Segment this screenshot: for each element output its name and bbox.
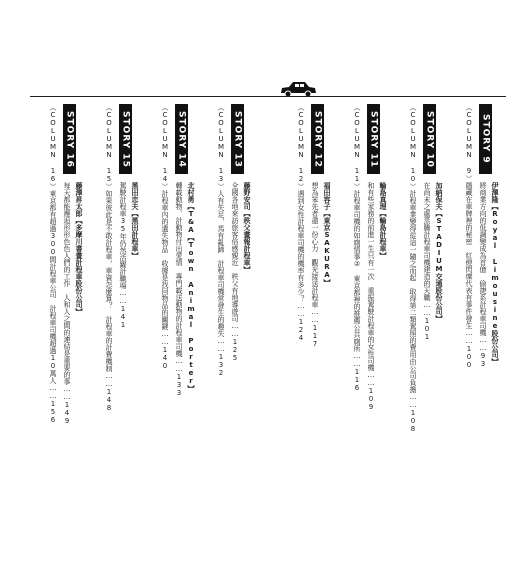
storyteller-name: 藤野安司【秩父畫報計程車】 bbox=[243, 182, 251, 273]
chapter-title: 駕駛計程車35年仍然活躍計職場……141 bbox=[119, 182, 127, 329]
contents-column-story-13 bbox=[217, 104, 254, 484]
column-entry: （COLUMN 16）東京都有超過300間計程車公司 計程車司機超過10萬人……156 bbox=[49, 104, 57, 424]
storyteller-name: 加納保夫【STADIUM交通股份公司】 bbox=[435, 182, 443, 322]
contents-column-story-16 bbox=[49, 104, 86, 484]
column-entry: （COLUMN 15）如果彼此是不敢計程車，車資怎麼算？ 計程車的計費機制……148 bbox=[105, 104, 113, 412]
contents-column-story-14 bbox=[161, 104, 198, 484]
storyteller-name: 福田容子【東京SAKURA】 bbox=[323, 182, 331, 286]
column-entry: （COLUMN 12）遇到女性計程車司機的機率有多少？……124 bbox=[297, 104, 305, 342]
column-entry: （COLUMN 13）人有失足，馬有亂蹄 計程車司機常發生的趣失……132 bbox=[217, 104, 225, 377]
contents-column-story-11 bbox=[353, 104, 390, 484]
contents-column-story-12 bbox=[297, 104, 334, 484]
chapter-title: 想為笨先者盡一份心力 觀光接送計程車……117 bbox=[311, 182, 319, 348]
story-badge: STORY 15 bbox=[119, 104, 132, 174]
story-badge: STORY 12 bbox=[311, 104, 324, 174]
story-badge: STORY 16 bbox=[63, 104, 76, 174]
story-badge: STORY 11 bbox=[367, 104, 380, 174]
column-entry: （COLUMN 9）隱藏在車牌裡的秘密 紅燈閃爍代表有事件發生……100 bbox=[465, 104, 473, 369]
story-badge: STORY 10 bbox=[423, 104, 436, 174]
story-badge: STORY 14 bbox=[175, 104, 188, 174]
storyteller-name: 北村勇【T&A【Town Animal Porter】 bbox=[187, 182, 195, 392]
column-entry: （COLUMN 10）計程車業變得從這一隨之而起 取得第二類駕照的費用由公司負擔……108 bbox=[409, 104, 417, 433]
header-rule bbox=[30, 96, 506, 97]
chapter-title: 每天都能邂逅形形色色人們的工作 人和人之間的連結是重要的事……149 bbox=[63, 182, 71, 425]
storyteller-name: 黑田忠夫【黑田計程車】 bbox=[131, 182, 139, 259]
story-badge: STORY 9 bbox=[479, 104, 492, 174]
contents-column-story-15 bbox=[105, 104, 142, 484]
chapter-title: 將商業方向的低調變成為首億 偷捷系計程車司機……93 bbox=[479, 182, 487, 368]
contents-column-story-10 bbox=[409, 104, 446, 484]
storyteller-name: 藤澤昇太郎【多摩川書畫計程車股份公司】 bbox=[75, 182, 83, 315]
chapter-title: 全國各地來訪旅客倍感親近 秩父有地導遊司……125 bbox=[231, 182, 239, 362]
storyteller-name: 輪島真理【輪島計程車】 bbox=[379, 182, 387, 259]
column-entry: （COLUMN 14）計程車內的遺失物品 收據是找回物品的關鍵……140 bbox=[161, 104, 169, 370]
chapter-title: 在尚未之處蒸騰計程車司機建造的天職……101 bbox=[423, 182, 431, 341]
column-entry: （COLUMN 11）計程車司機的如廁情事② 東京都裡的推薦公共廁所……116 bbox=[353, 104, 361, 392]
chapter-title: 轉載動物．計動物付出愛情 專門載送動物的計程車司機……133 bbox=[175, 182, 183, 397]
contents-column-story-9 bbox=[465, 104, 502, 484]
chapter-title: 和有些家務的前進一生只有一次 重振駕駛計程車的女性司機……109 bbox=[367, 182, 375, 411]
story-badge: STORY 13 bbox=[231, 104, 244, 174]
storyteller-name: 伊澤隆【Royal Limousine股份公司】 bbox=[491, 182, 499, 365]
